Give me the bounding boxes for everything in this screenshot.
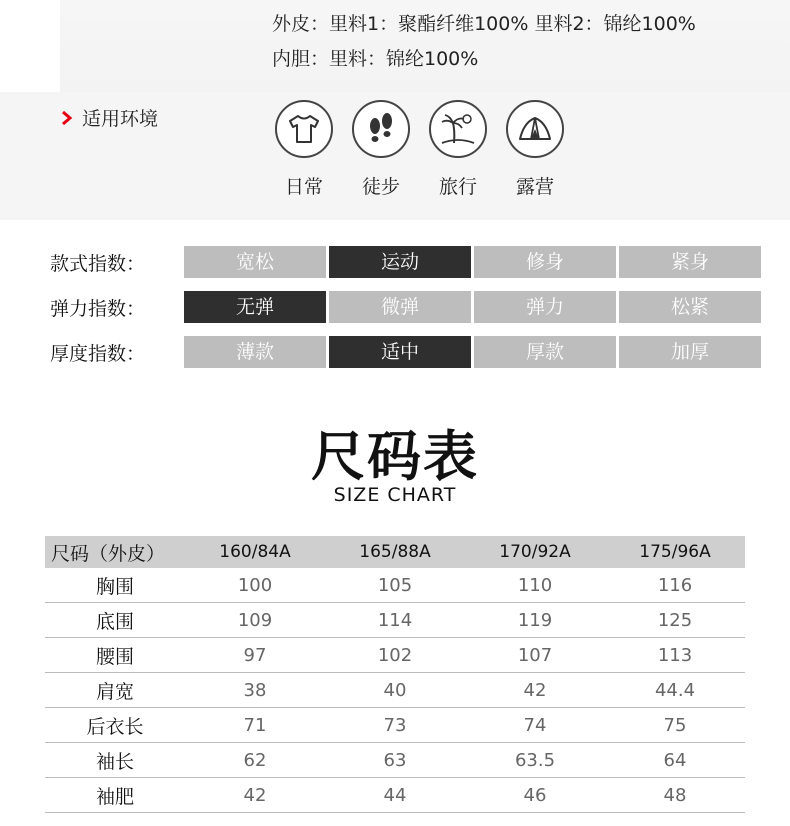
table-row-label: 后衣长 — [45, 708, 185, 743]
table-cell: 64 — [605, 743, 745, 778]
environment-heading — [60, 104, 158, 131]
table-row — [45, 638, 745, 673]
table-header-cell: 170/92A — [465, 536, 605, 568]
material-section — [60, 0, 790, 92]
table-header-row — [45, 536, 745, 568]
table-row — [45, 673, 745, 708]
environment-title: 适用环境 — [82, 108, 159, 130]
tent-icon — [506, 100, 564, 158]
index-row-elasticity — [50, 291, 761, 323]
table-cell: 62 — [185, 743, 325, 778]
table-header-cell: 尺码（外皮） — [45, 536, 185, 568]
environment-item-daily — [272, 100, 336, 199]
table-cell: 105 — [325, 568, 465, 603]
index-cells — [184, 246, 761, 278]
table-cell: 97 — [185, 638, 325, 673]
table-cell: 73 — [325, 708, 465, 743]
index-option: 微弹 — [329, 291, 471, 323]
index-row-style — [50, 246, 761, 278]
table-cell: 107 — [465, 638, 605, 673]
table-cell: 44.4 — [605, 673, 745, 708]
size-table — [45, 536, 745, 813]
environment-icons — [272, 100, 567, 199]
material-outer: 外皮：里料1：聚酯纤维100% 里料2：锦纶100% — [272, 13, 696, 35]
table-cell: 48 — [605, 778, 745, 813]
table-row — [45, 568, 745, 603]
index-option-selected: 无弹 — [184, 291, 326, 323]
table-row-label: 袖肥 — [45, 778, 185, 813]
table-row-label: 袖长 — [45, 743, 185, 778]
table-row — [45, 603, 745, 638]
tshirt-icon — [275, 100, 333, 158]
size-chart-subtitle: SIZE CHART — [333, 484, 457, 506]
table-cell: 38 — [185, 673, 325, 708]
index-label: 弹力指数： — [50, 297, 146, 320]
table-row-label: 腰围 — [45, 638, 185, 673]
table-cell: 114 — [325, 603, 465, 638]
index-option: 紧身 — [619, 246, 761, 278]
index-option: 弹力 — [474, 291, 616, 323]
index-option: 薄款 — [184, 336, 326, 368]
table-cell: 113 — [605, 638, 745, 673]
index-section — [50, 246, 761, 381]
index-option: 修身 — [474, 246, 616, 278]
table-row — [45, 708, 745, 743]
table-cell: 119 — [465, 603, 605, 638]
size-chart-title: 尺码表 — [311, 425, 479, 488]
environment-item-travel — [426, 100, 490, 199]
table-cell: 116 — [605, 568, 745, 603]
footprints-icon — [352, 100, 410, 158]
index-option-selected: 适中 — [329, 336, 471, 368]
table-cell: 110 — [465, 568, 605, 603]
table-cell: 46 — [465, 778, 605, 813]
table-row — [45, 778, 745, 813]
material-inner: 内胆：里料：锦纶100% — [272, 48, 479, 70]
table-cell: 42 — [185, 778, 325, 813]
table-header-cell: 165/88A — [325, 536, 465, 568]
table-cell: 42 — [465, 673, 605, 708]
table-row-label: 底围 — [45, 603, 185, 638]
table-row-label: 胸围 — [45, 568, 185, 603]
index-row-thickness — [50, 336, 761, 368]
index-option: 加厚 — [619, 336, 761, 368]
table-cell: 100 — [185, 568, 325, 603]
table-cell: 74 — [465, 708, 605, 743]
table-cell: 63 — [325, 743, 465, 778]
table-cell: 63.5 — [465, 743, 605, 778]
index-option: 厚款 — [474, 336, 616, 368]
index-label: 款式指数： — [50, 252, 146, 275]
environment-item-hiking — [349, 100, 413, 199]
table-header-cell: 160/84A — [185, 536, 325, 568]
index-option: 松紧 — [619, 291, 761, 323]
environment-item-camping — [503, 100, 567, 199]
chevron-right-icon — [60, 111, 74, 125]
table-cell: 40 — [325, 673, 465, 708]
table-cell: 109 — [185, 603, 325, 638]
table-cell: 71 — [185, 708, 325, 743]
table-cell: 102 — [325, 638, 465, 673]
index-cells — [184, 291, 761, 323]
environment-label: 旅行 — [438, 176, 477, 198]
table-cell: 125 — [605, 603, 745, 638]
table-cell: 75 — [605, 708, 745, 743]
index-label: 厚度指数： — [50, 342, 146, 365]
beach-icon — [429, 100, 487, 158]
index-cells — [184, 336, 761, 368]
table-cell: 44 — [325, 778, 465, 813]
table-row — [45, 743, 745, 778]
index-option-selected: 运动 — [329, 246, 471, 278]
table-row-label: 肩宽 — [45, 673, 185, 708]
environment-label: 露营 — [515, 176, 554, 198]
environment-label: 徒步 — [361, 176, 400, 198]
environment-label: 日常 — [284, 176, 323, 198]
index-option: 宽松 — [184, 246, 326, 278]
table-header-cell: 175/96A — [605, 536, 745, 568]
environment-section — [0, 92, 790, 220]
